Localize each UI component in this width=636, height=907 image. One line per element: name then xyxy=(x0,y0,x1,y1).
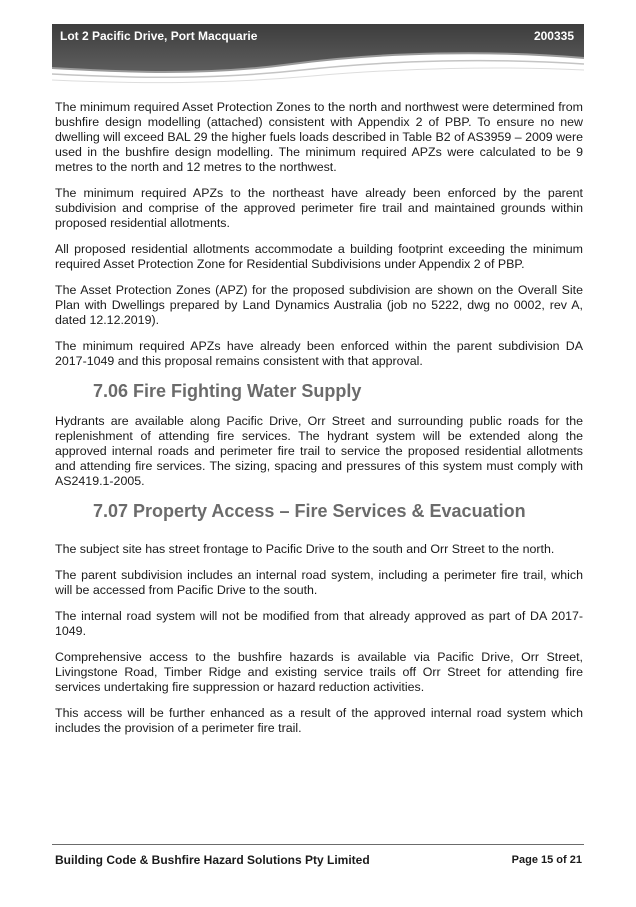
section-heading-water-supply: 7.06 Fire Fighting Water Supply xyxy=(93,381,362,401)
footer-page-number: Page 15 of 21 xyxy=(511,854,582,866)
paragraph: The subject site has street frontage to Pacific Drive to the south and Orr Street to the north. xyxy=(55,542,555,556)
header-title: Lot 2 Pacific Drive, Port Macquarie xyxy=(60,29,258,43)
paragraph: This access will be further enhanced as a result of the approved internal road system which includes the provision of a perimeter fire trail. xyxy=(55,706,583,735)
document-body xyxy=(55,100,583,747)
paragraph: The parent subdivision includes an internal road system, including a perimeter fire trail, which will be accessed from Pacific Drive to the south. xyxy=(55,568,583,597)
footer-company: Building Code & Bushfire Hazard Solutions Pty Limited xyxy=(55,853,370,867)
paragraph: The minimum required APZs to the northeast have already been enforced by the parent subdivision and comprise of the approved perimeter fire trail and maintained grounds within proposed residential allotments. xyxy=(55,186,583,230)
paragraph: Comprehensive access to the bushfire hazards is available via Pacific Drive, Orr Street, Livingstone Road, Timber Ridge and existing service trails off Orr Street for attending fire services undertaking fire suppression or hazard reduction activities. xyxy=(55,650,583,694)
header-job-number: 200335 xyxy=(533,29,574,43)
footer-divider xyxy=(52,844,584,845)
paragraph: All proposed residential allotments accommodate a building footprint exceeding the minimum required Asset Protection Zone for Residential Subdivisions under Appendix 2 of PBP. xyxy=(55,242,583,271)
section-heading-property-access: 7.07 Property Access – Fire Services & Evacuation xyxy=(93,501,526,521)
paragraph: The minimum required APZs have already been enforced within the parent subdivision DA 2017-1049 and this proposal remains consistent with that approval. xyxy=(55,339,583,368)
paragraph: The Asset Protection Zones (APZ) for the proposed subdivision are shown on the Overall Site Plan with Dwellings prepared by Land Dynamics Australia (job no 5222, dwg no 0002, rev A, dated 12.12.2019). xyxy=(55,283,583,327)
paragraph: The internal road system will not be modified from that already approved as part of DA 2017-1049. xyxy=(55,609,583,638)
paragraph: The minimum required Asset Protection Zones to the north and northwest were determined from bushfire design modelling (attached) consistent with Appendix 2 of PBP. To ensure no new dwelling will exceed BAL 29 the higher fuels loads described in Table B2 of AS3959 – 2009 were used in the bushfire design modelling. The minimum required APZs were calculated to be 9 metres to the north and 12 metres to the northwest. xyxy=(55,100,583,174)
paragraph: Hydrants are available along Pacific Drive, Orr Street and surrounding public roads for the replenishment of attending fire services. The hydrant system will be extended along the approved internal roads and perimeter fire trail to service the proposed residential allotments and attending fire services. The sizing, spacing and pressures of this system must comply with AS2419.1-2005. xyxy=(55,414,583,488)
